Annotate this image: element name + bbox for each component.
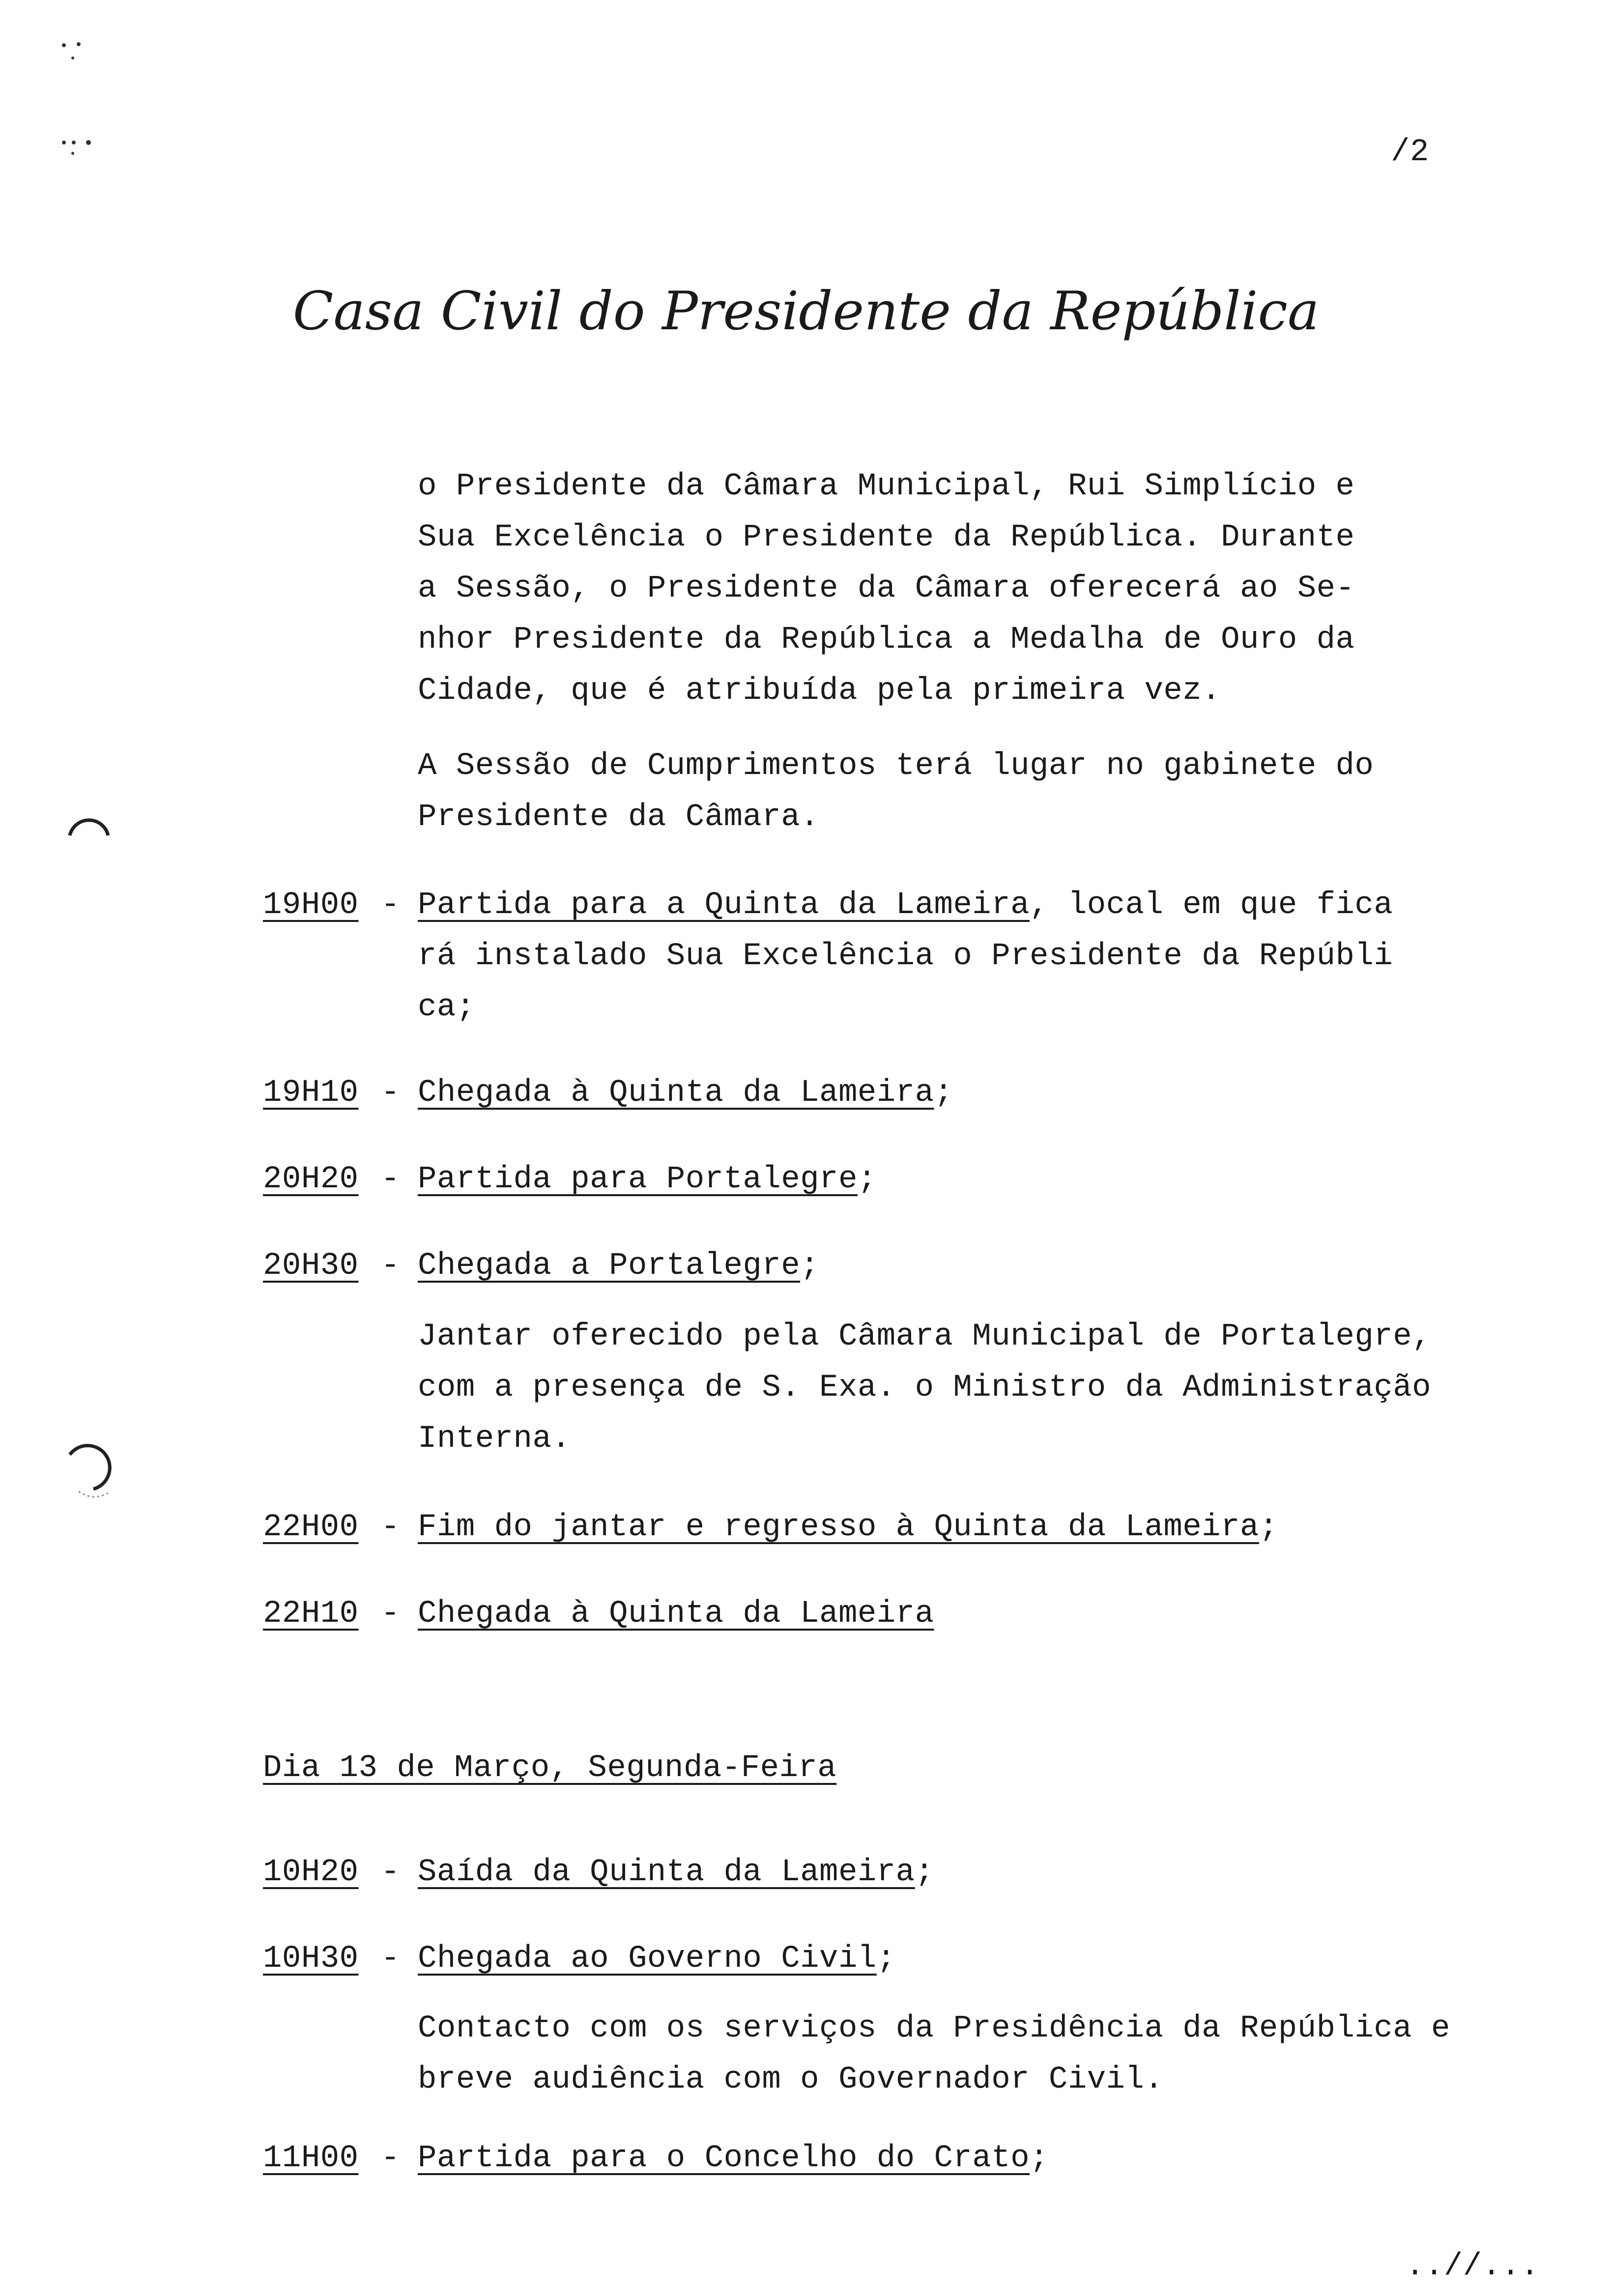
entry-dash: -	[381, 1596, 400, 1632]
schedule-entry	[263, 880, 1541, 1033]
entry-event-line-2: rá instalado Sua Excelência o Presidente da Repúbli	[418, 939, 1393, 974]
entry-time: 10H30	[263, 1941, 359, 1977]
entry-event-rest: ;	[915, 1855, 934, 1890]
paragraph-line: Cidade, que é atribuída pela primeira vez.	[418, 673, 1221, 709]
letterhead	[0, 275, 1612, 354]
paragraph-line: com a presença de S. Exa. o Ministro da Administração	[418, 1370, 1432, 1406]
entry-event	[418, 1067, 953, 1119]
day-heading: Dia 13 de Março, Segunda-Feira	[263, 1751, 837, 1786]
schedule-entry	[263, 1933, 1541, 1984]
entry-event-rest: ;	[1259, 1510, 1278, 1545]
entry-dash: -	[381, 1941, 400, 1977]
entry-event-rest: ;	[857, 1162, 877, 1197]
entry-time: 10H20	[263, 1855, 359, 1890]
entry-event-rest: ;	[800, 1248, 820, 1284]
entry-dash: -	[381, 1162, 400, 1197]
entry-event-rest: ;	[876, 1941, 896, 1977]
entry-event-underlined: Partida para a Quinta da Lameira	[418, 888, 1030, 923]
entry-time: 22H10	[263, 1596, 359, 1632]
entry-time: 19H10	[263, 1075, 359, 1111]
schedule-entry	[263, 1502, 1541, 1553]
entry-time: 22H00	[263, 1510, 359, 1545]
schedule-entry	[263, 1847, 1541, 1898]
entry-event-underlined: Partida para Portalegre	[418, 1162, 858, 1197]
schedule-entry	[263, 1588, 1541, 1639]
greetings-paragraph	[418, 741, 1499, 843]
contact-paragraph	[418, 2003, 1499, 2105]
dinner-paragraph	[418, 1311, 1499, 1464]
entry-time: 11H00	[263, 2141, 359, 2176]
entry-event-rest: ;	[1030, 2141, 1049, 2176]
schedule-entry	[263, 2133, 1541, 2184]
entry-event-rest: , local em que fica	[1030, 888, 1393, 923]
entry-event	[418, 1933, 896, 1984]
entry-event-underlined: Chegada à Quinta da Lameira	[418, 1075, 934, 1111]
entry-dash: -	[381, 1510, 400, 1545]
entry-event	[418, 2133, 1049, 2184]
paragraph-line: Contacto com os serviços da Presidência da República e	[418, 2011, 1450, 2046]
paragraph-line: breve audiência com o Governador Civil.	[418, 2062, 1164, 2097]
entry-time: 20H20	[263, 1162, 359, 1197]
letterhead-text: Casa Civil do Presidente da República	[292, 281, 1320, 342]
entry-event-underlined: Chegada a Portalegre	[418, 1248, 801, 1284]
paragraph-line: nhor Presidente da República a Medalha de Ouro da	[418, 622, 1355, 658]
page-continuation-mark: ..//...	[1406, 2249, 1540, 2284]
entry-event-rest: ;	[934, 1075, 953, 1111]
opening-paragraph	[418, 461, 1499, 717]
entry-event-underlined: Chegada à Quinta da Lameira	[418, 1596, 934, 1632]
punch-hole-mark-upper	[64, 816, 123, 875]
punch-hole-mark-lower	[64, 1435, 128, 1509]
paragraph-line: Sua Excelência o Presidente da República. Durante	[418, 520, 1355, 555]
paragraph-line: Presidente da Câmara.	[418, 800, 820, 835]
schedule-entry	[263, 1240, 1541, 1292]
entry-event-underlined: Chegada ao Governo Civil	[418, 1941, 877, 1977]
schedule-entry	[263, 1067, 1541, 1119]
paragraph-line: a Sessão, o Presidente da Câmara oferecerá ao Se-	[418, 571, 1355, 606]
entry-event	[418, 1240, 819, 1292]
entry-event	[418, 1154, 877, 1205]
entry-event-line-3: ca;	[418, 990, 475, 1025]
entry-event	[418, 1847, 934, 1898]
entry-dash: -	[381, 1075, 400, 1111]
paragraph-line: o Presidente da Câmara Municipal, Rui Simplício e	[418, 469, 1355, 504]
entry-time: 19H00	[263, 888, 359, 923]
entry-event	[418, 1588, 934, 1639]
page-number: /2	[1391, 135, 1429, 170]
entry-time: 20H30	[263, 1248, 359, 1284]
paragraph-line: Jantar oferecido pela Câmara Municipal de Portalegre,	[418, 1319, 1432, 1354]
entry-dash: -	[381, 1248, 400, 1284]
entry-event-underlined: Saída da Quinta da Lameira	[418, 1855, 915, 1890]
entry-event	[418, 1502, 1278, 1553]
entry-event-underlined: Partida para o Concelho do Crato	[418, 2141, 1030, 2176]
paragraph-line: Interna.	[418, 1421, 571, 1457]
paragraph-line: A Sessão de Cumprimentos terá lugar no gabinete do	[418, 748, 1374, 784]
scan-mark-top-left	[59, 39, 98, 157]
entry-event	[418, 880, 1393, 931]
schedule-entry	[263, 1154, 1541, 1205]
entry-dash: -	[381, 1855, 400, 1890]
entry-dash: -	[381, 2141, 400, 2176]
entry-dash: -	[381, 888, 400, 923]
entry-event-underlined: Fim do jantar e regresso à Quinta da Lameira	[418, 1510, 1259, 1545]
